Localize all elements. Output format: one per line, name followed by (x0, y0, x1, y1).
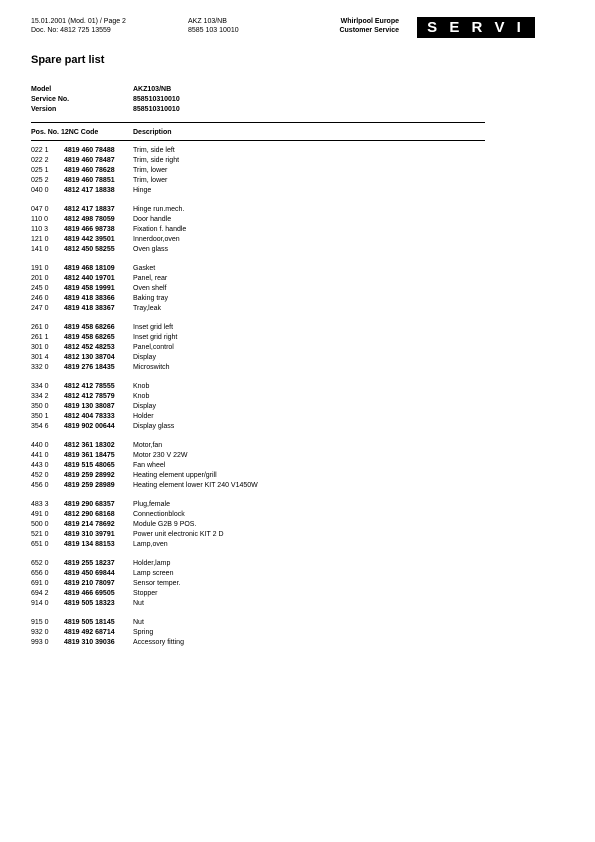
part-position: 246 0 (31, 295, 49, 302)
meta-label: Version (31, 106, 57, 113)
part-position: 691 0 (31, 580, 49, 587)
part-description: Nut (133, 600, 144, 607)
part-description: Power unit electronic KIT 2 D (133, 531, 224, 538)
table-row (31, 461, 485, 471)
table-row (31, 412, 485, 422)
table-row (31, 245, 485, 255)
meta-value: 858510310010 (133, 96, 180, 103)
table-row (31, 176, 485, 186)
part-position: 201 0 (31, 275, 49, 282)
part-position: 247 0 (31, 305, 49, 312)
part-12nc-code: 4819 492 68714 (64, 629, 115, 636)
part-group (31, 559, 485, 609)
part-position: 022 1 (31, 147, 49, 154)
part-12nc-code: 4819 442 39501 (64, 236, 115, 243)
part-12nc-code: 4819 460 78488 (64, 147, 115, 154)
part-position: 651 0 (31, 541, 49, 548)
part-position: 443 0 (31, 462, 49, 469)
part-description: Spring (133, 629, 154, 636)
part-position: 047 0 (31, 206, 49, 213)
table-row (31, 156, 485, 166)
table-top-rule (31, 122, 485, 123)
part-position: 441 0 (31, 452, 49, 459)
table-row (31, 205, 485, 215)
part-description: Inset grid right (133, 334, 178, 341)
table-row (31, 481, 485, 491)
table-row (31, 530, 485, 540)
table-row (31, 225, 485, 235)
part-12nc-code: 4819 130 38087 (64, 403, 115, 410)
part-12nc-code: 4819 276 18435 (64, 364, 115, 371)
part-description: Holder,lamp (133, 560, 171, 567)
part-position: 022 2 (31, 157, 49, 164)
part-description: Fixation f. handle (133, 226, 187, 233)
part-12nc-code: 4819 210 78097 (64, 580, 115, 587)
part-description: Lamp screen (133, 570, 174, 577)
part-position: 121 0 (31, 236, 49, 243)
part-position: 915 0 (31, 619, 49, 626)
part-12nc-code: 4819 505 18145 (64, 619, 115, 626)
table-row (31, 392, 485, 402)
table-row (31, 569, 485, 579)
part-position: 350 0 (31, 403, 49, 410)
part-description: Baking tray (133, 295, 169, 302)
part-description: Lamp,oven (133, 541, 168, 548)
part-description: Knob (133, 393, 150, 400)
part-description: Hinge run.mech. (133, 206, 185, 213)
part-12nc-code: 4819 450 69844 (64, 570, 115, 577)
table-row (31, 638, 485, 648)
table-row (31, 402, 485, 412)
table-row (31, 333, 485, 343)
part-12nc-code: 4812 417 18837 (64, 206, 115, 213)
meta-label: Model (31, 86, 52, 93)
part-12nc-code: 4819 505 18323 (64, 600, 115, 607)
part-position: 040 0 (31, 187, 49, 194)
part-12nc-code: 4819 418 38367 (64, 305, 115, 312)
part-position: 656 0 (31, 570, 49, 577)
part-description: Trim, lower (133, 167, 168, 174)
page-title: Spare part list (31, 54, 105, 66)
part-12nc-code: 4819 458 68265 (64, 334, 115, 341)
part-description: Display glass (133, 423, 175, 430)
meta-value: 858510310010 (133, 106, 180, 113)
table-row (31, 510, 485, 520)
part-position: 491 0 (31, 511, 49, 518)
part-description: Trim, lower (133, 177, 168, 184)
part-description: Hinge (133, 187, 152, 194)
table-row (31, 471, 485, 481)
part-description: Innerdoor,oven (133, 236, 180, 243)
part-description: Stopper (133, 590, 158, 597)
table-row (31, 441, 485, 451)
part-description: Gasket (133, 265, 156, 272)
part-12nc-code: 4819 310 39791 (64, 531, 115, 538)
part-description: Module G2B 9 POS. (133, 521, 197, 528)
header-doc-number: Doc. No: 4812 725 13559 (31, 27, 111, 34)
part-12nc-code: 4819 460 78487 (64, 157, 115, 164)
table-row (31, 618, 485, 628)
part-12nc-code: 4812 417 18838 (64, 187, 115, 194)
table-row (31, 264, 485, 274)
table-row (31, 422, 485, 432)
part-position: 350 1 (31, 413, 49, 420)
part-12nc-code: 4819 466 98738 (64, 226, 115, 233)
header-department: Customer Service (339, 27, 399, 34)
table-row (31, 215, 485, 225)
table-row (31, 284, 485, 294)
table-row (31, 520, 485, 530)
part-12nc-code: 4819 418 38366 (64, 295, 115, 302)
part-12nc-code: 4812 404 78333 (64, 413, 115, 420)
table-row (31, 500, 485, 510)
part-position: 354 6 (31, 423, 49, 430)
part-position: 025 1 (31, 167, 49, 174)
part-description: Motor,fan (133, 442, 163, 449)
part-12nc-code: 4819 515 48065 (64, 462, 115, 469)
part-position: 456 0 (31, 482, 49, 489)
part-12nc-code: 4819 466 69505 (64, 590, 115, 597)
part-description: Display (133, 403, 156, 410)
part-12nc-code: 4812 290 68168 (64, 511, 115, 518)
column-header-description: Description (133, 129, 172, 136)
part-description: Panel,control (133, 344, 174, 351)
part-group (31, 264, 485, 314)
part-description: Oven glass (133, 246, 169, 253)
part-description: Microswitch (133, 364, 170, 371)
part-12nc-code: 4819 310 39036 (64, 639, 115, 646)
column-header-pos-code: Pos. No. 12NC Code (31, 129, 99, 136)
part-description: Plug,female (133, 501, 170, 508)
part-12nc-code: 4812 361 18302 (64, 442, 115, 449)
part-group (31, 441, 485, 491)
table-row (31, 589, 485, 599)
part-position: 110 0 (31, 216, 48, 223)
part-position: 500 0 (31, 521, 49, 528)
part-description: Sensor temper. (133, 580, 181, 587)
part-position: 110 3 (31, 226, 48, 233)
part-group (31, 618, 485, 648)
part-description: Panel, rear (133, 275, 168, 282)
part-position: 334 2 (31, 393, 49, 400)
part-description: Door handle (133, 216, 172, 223)
part-12nc-code: 4819 259 28992 (64, 472, 115, 479)
part-description: Accessory fitting (133, 639, 184, 646)
table-row (31, 559, 485, 569)
part-12nc-code: 4819 902 00644 (64, 423, 115, 430)
header-date-page: 15.01.2001 (Mod. 01) / Page 2 (31, 18, 126, 25)
part-12nc-code: 4812 450 58255 (64, 246, 115, 253)
part-12nc-code: 4819 290 68357 (64, 501, 115, 508)
part-description: Inset grid left (133, 324, 174, 331)
part-12nc-code: 4812 498 78059 (64, 216, 115, 223)
part-12nc-code: 4819 259 28989 (64, 482, 115, 489)
part-position: 440 0 (31, 442, 49, 449)
part-12nc-code: 4819 460 78628 (64, 167, 115, 174)
part-position: 141 0 (31, 246, 49, 253)
part-position: 694 2 (31, 590, 49, 597)
part-position: 452 0 (31, 472, 49, 479)
table-header-rule (31, 140, 485, 141)
table-row (31, 363, 485, 373)
part-group (31, 205, 485, 255)
part-group (31, 382, 485, 432)
part-position: 191 0 (31, 265, 49, 272)
part-position: 334 0 (31, 383, 49, 390)
part-position: 521 0 (31, 531, 49, 538)
part-group (31, 323, 485, 373)
part-position: 245 0 (31, 285, 49, 292)
part-12nc-code: 4812 440 19701 (64, 275, 115, 282)
part-description: Heating element upper/grill (133, 472, 217, 479)
part-position: 301 4 (31, 354, 49, 361)
table-row (31, 235, 485, 245)
part-position: 332 0 (31, 364, 49, 371)
part-position: 261 1 (31, 334, 49, 341)
parts-table (31, 146, 485, 657)
table-row (31, 186, 485, 196)
part-description: Fan wheel (133, 462, 166, 469)
meta-label: Service No. (31, 96, 70, 103)
header-model: AKZ 103/NB (188, 18, 227, 25)
part-description: Oven shelf (133, 285, 167, 292)
part-12nc-code: 4819 460 78851 (64, 177, 115, 184)
part-description: Holder (133, 413, 154, 420)
part-description: Heating element lower KIT 240 V1450W (133, 482, 258, 489)
part-12nc-code: 4812 452 48253 (64, 344, 115, 351)
part-description: Motor 230 V 22W (133, 452, 188, 459)
part-12nc-code: 4819 214 78692 (64, 521, 115, 528)
table-row (31, 599, 485, 609)
part-description: Tray,leak (133, 305, 162, 312)
part-group (31, 146, 485, 196)
table-row (31, 579, 485, 589)
part-description: Knob (133, 383, 150, 390)
part-position: 025 2 (31, 177, 49, 184)
part-position: 483 3 (31, 501, 49, 508)
table-row (31, 304, 485, 314)
table-row (31, 628, 485, 638)
part-position: 301 0 (31, 344, 49, 351)
part-12nc-code: 4812 412 78579 (64, 393, 115, 400)
table-row (31, 166, 485, 176)
table-row (31, 323, 485, 333)
part-description: Nut (133, 619, 144, 626)
table-row (31, 274, 485, 284)
part-12nc-code: 4819 134 88153 (64, 541, 115, 548)
part-12nc-code: 4819 255 18237 (64, 560, 115, 567)
part-position: 993 0 (31, 639, 49, 646)
part-12nc-code: 4819 361 18475 (64, 452, 115, 459)
part-description: Trim, side right (133, 157, 180, 164)
header-service-code: 8585 103 10010 (188, 27, 239, 34)
table-row (31, 540, 485, 550)
part-position: 932 0 (31, 629, 49, 636)
table-row (31, 451, 485, 461)
part-position: 261 0 (31, 324, 49, 331)
part-description: Trim, side left (133, 147, 175, 154)
table-row (31, 343, 485, 353)
part-12nc-code: 4812 412 78555 (64, 383, 115, 390)
part-12nc-code: 4819 458 68266 (64, 324, 115, 331)
part-description: Display (133, 354, 156, 361)
table-row (31, 382, 485, 392)
table-row (31, 294, 485, 304)
part-group (31, 500, 485, 550)
part-position: 652 0 (31, 560, 49, 567)
part-12nc-code: 4812 130 38704 (64, 354, 115, 361)
table-row (31, 353, 485, 363)
part-position: 914 0 (31, 600, 49, 607)
part-12nc-code: 4819 468 18109 (64, 265, 115, 272)
part-12nc-code: 4819 458 19991 (64, 285, 115, 292)
header-company: Whirlpool Europe (340, 18, 399, 25)
table-row (31, 146, 485, 156)
service-badge: S E R V I C E (417, 17, 535, 38)
part-description: Connectionblock (133, 511, 185, 518)
meta-value: AKZ103/NB (133, 86, 172, 93)
